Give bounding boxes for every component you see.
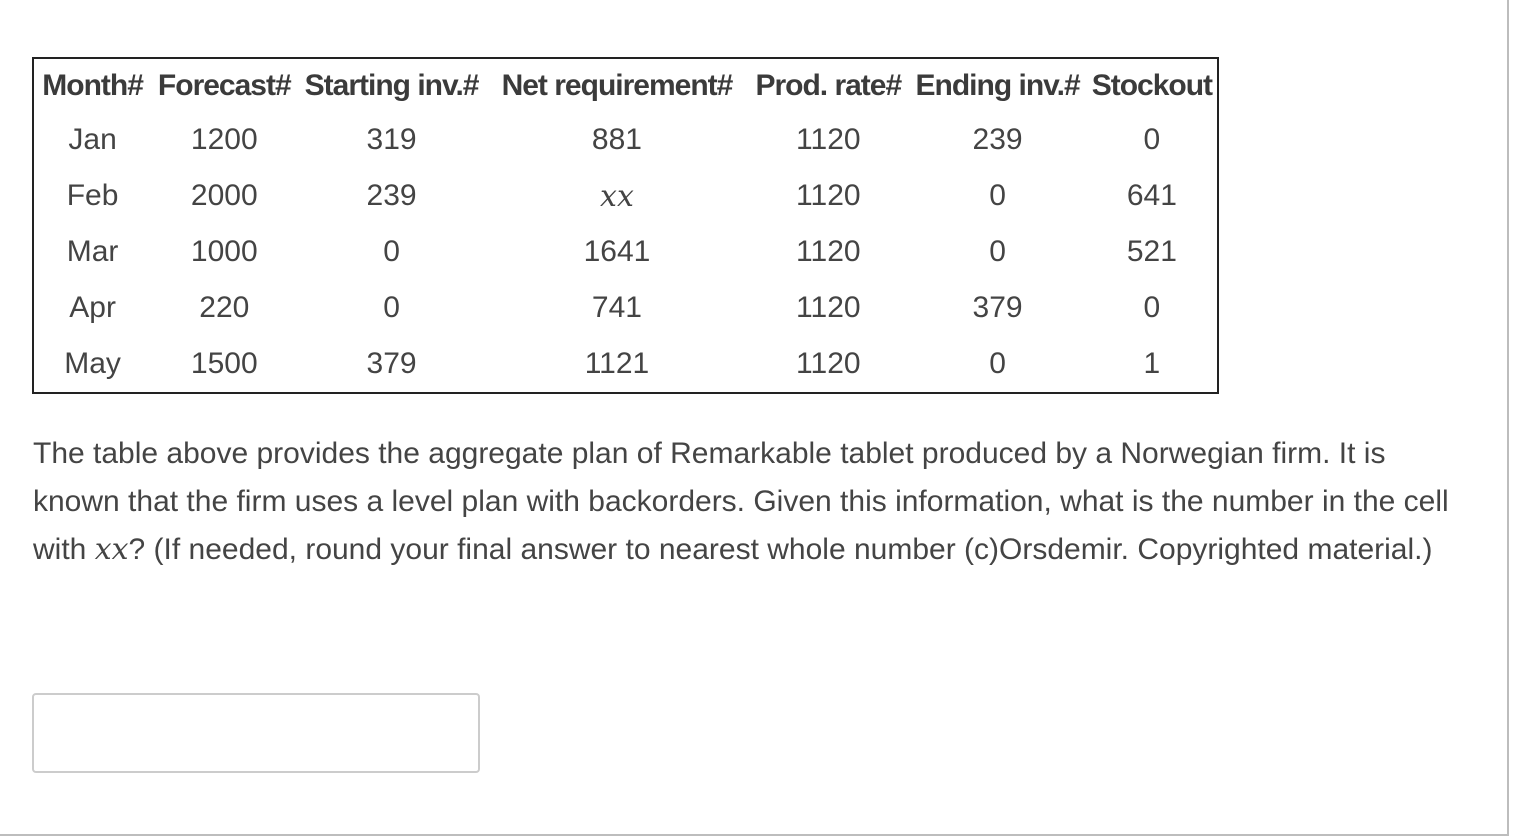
- column-header-stockout: Stockout: [1091, 68, 1213, 102]
- table-cell: 1: [1143, 347, 1161, 380]
- question-text-part-1: The table above provides the aggregate plan of Remarkable tablet produced by a Norwegian firm. It is known that the firm uses a level plan with backorders. Given this information, what is the number in the cell with: [33, 437, 1449, 566]
- table-cell: 1120: [796, 291, 861, 324]
- table-cell: 0: [989, 179, 1006, 212]
- table-cell: 0: [1143, 123, 1161, 156]
- question-text: [33, 430, 1473, 574]
- table-cell: 0: [989, 235, 1006, 268]
- table-cell: 379: [366, 347, 417, 380]
- column-header-starting-inventory: Starting inv.#: [304, 68, 479, 102]
- table-cell: 1120: [796, 235, 861, 268]
- table-cell: 1120: [796, 123, 861, 156]
- table-cell: 1641: [583, 235, 651, 268]
- table-cell: 0: [383, 235, 400, 268]
- table-row: [33, 224, 1218, 280]
- answer-input[interactable]: [32, 693, 480, 773]
- column-header-net-requirement: Net requirement#: [501, 68, 733, 102]
- column-header-production-rate: Prod. rate#: [755, 68, 902, 102]
- table-row: [33, 280, 1218, 336]
- table-cell: 1200: [190, 123, 258, 156]
- table-cell: 239: [366, 179, 417, 212]
- table-cell: Apr: [69, 291, 116, 324]
- column-header-month: Month#: [42, 68, 143, 102]
- column-header-forecast: Forecast#: [157, 68, 291, 102]
- table-cell: 0: [989, 347, 1006, 380]
- aggregate-plan-table: [32, 57, 1219, 394]
- table-cell: 319: [366, 123, 417, 156]
- table-cell: Feb: [66, 179, 119, 212]
- table-row: [33, 168, 1218, 224]
- table-cell: 641: [1126, 179, 1177, 212]
- table-cell: 1120: [796, 347, 861, 380]
- table-cell: 521: [1126, 235, 1177, 268]
- question-text-part-2: ? (If needed, round your final answer to nearest whole number (c)Orsdemir. Copyrighted material.): [128, 533, 1433, 566]
- table-cell: 741: [591, 291, 642, 324]
- table-cell: 1120: [796, 179, 861, 212]
- table-cell: Mar: [66, 235, 119, 268]
- table-cell: Jan: [68, 123, 117, 156]
- table-cell: 1121: [584, 347, 650, 380]
- table-cell: May: [64, 347, 121, 380]
- table-cell: 0: [383, 291, 400, 324]
- table-header-row: [33, 58, 1218, 112]
- frame-right-border: [1507, 0, 1509, 836]
- table-row: [33, 112, 1218, 168]
- question-variable: xx: [94, 532, 129, 567]
- table-row: [33, 336, 1218, 393]
- table-cell: 1000: [190, 235, 258, 268]
- table-cell: 239: [972, 123, 1023, 156]
- column-header-ending-inventory: Ending inv.#: [915, 68, 1080, 102]
- table-cell: 220: [199, 291, 250, 324]
- table-cell: 379: [972, 291, 1023, 324]
- table-cell: 2000: [190, 179, 258, 212]
- table-cell: 1500: [190, 347, 258, 380]
- table-cell: 881: [591, 123, 642, 156]
- unknown-cell-xx: xx: [600, 178, 634, 214]
- table-cell: 0: [1143, 291, 1161, 324]
